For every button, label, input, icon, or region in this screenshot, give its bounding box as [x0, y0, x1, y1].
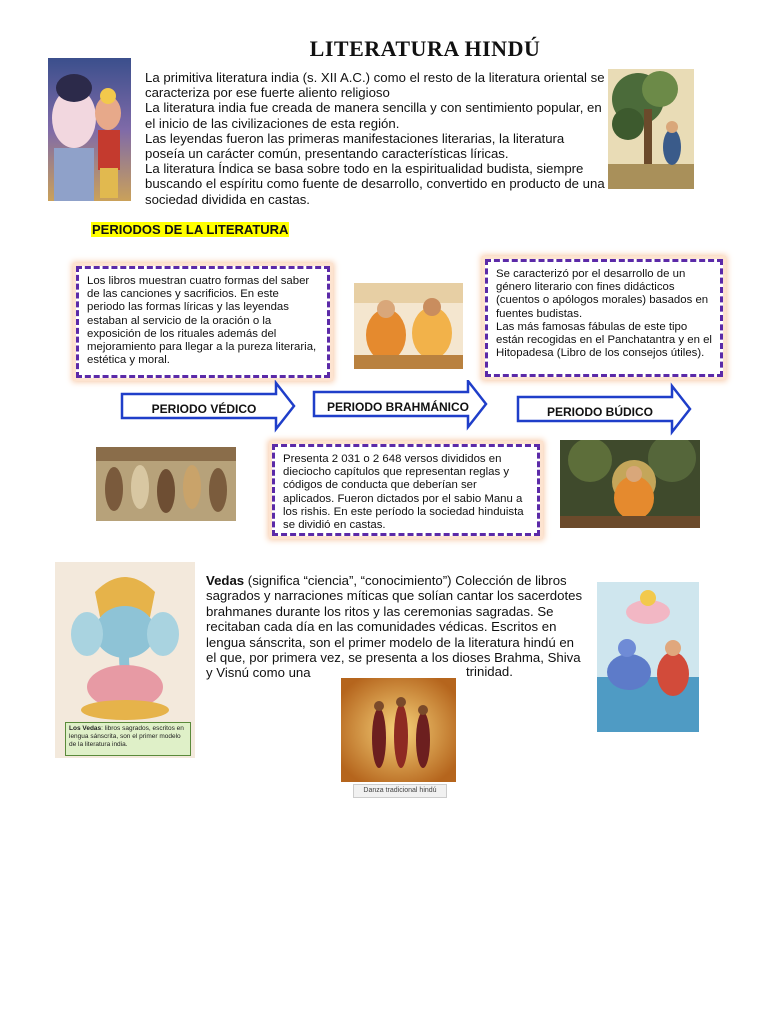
dance-photo [341, 678, 456, 798]
buddhist-period-box [485, 259, 723, 377]
vedas-paragraph [206, 573, 584, 681]
buddhist-period-fables: Las más famosas fábulas de este tipo están recogidas en el Panchatantra y en el Hitopadesa (Libro de los consejos útiles). [496, 320, 712, 360]
periods-timeline [118, 380, 698, 442]
arrow-periodo-brahmanico [314, 381, 486, 427]
shiva-image [48, 58, 131, 201]
vedic-period-description: Los libros muestran cuatro formas del saber de las canciones y sacrificios. En este periodo las formas líricas y las leyendas estaban al servicio de la oración o la exposición de los rituales además del mejoramiento para llegar a la pureza literaria, estética y moral. [87, 275, 317, 367]
buddhist-period-description: Se caracterizó por el desarrollo de un género literario con fines didácticos (cuentos o apólogos morales) basados en fuentes budistas. [496, 268, 709, 320]
arrow-periodo-vedico [122, 383, 294, 429]
intro-paragraph: La literatura Índica se basa sobre todo en la espiritualidad budista, siempre buscando el espíritu como fuente de desarrollo, convertido en producto de una sociedad dividida en castas. [145, 161, 605, 207]
intro-paragraph: La primitiva literatura india (s. XII A.C.) como el resto de la literatura oriental se caracteriza por ese fuerte aliento religioso [145, 70, 605, 101]
intro-paragraph: Las leyendas fueron las primeras manifestaciones literarias, la literatura poseía un carácter común, presentando características líricas. [145, 130, 565, 162]
arrow-periodo-budico [518, 386, 690, 432]
ganesha-caption [65, 722, 191, 756]
ganesha-image [55, 562, 195, 758]
sages-painting-image [354, 283, 463, 369]
vedas-trailing-word: trinidad. [466, 664, 513, 679]
arrow-label-vedico: PERIODO VÉDICO [151, 402, 257, 416]
periods-heading: PERIODOS DE LA LITERATURA [92, 222, 289, 237]
intro-text [145, 70, 605, 207]
tree-painting-image [608, 69, 694, 189]
ganesha-caption-bold: Los Vedas [69, 725, 102, 732]
arrow-label-brahmanico: PERIODO BRAHMÁNICO [326, 400, 470, 414]
page-title: LITERATURA HINDÚ [309, 36, 541, 61]
trimurti-image [597, 582, 699, 732]
vedic-period-box [76, 266, 330, 378]
arrow-label-budico: PERIODO BÚDICO [546, 405, 654, 419]
intro-paragraph: La literatura india fue creada de manera sencilla y con sentimiento popular, en el inicio de las civilizaciones de esta región. [145, 100, 602, 131]
dance-photo-caption: Danza tradicional hindú [353, 784, 447, 798]
brahmanic-period-box [272, 444, 540, 536]
vedas-description: (significa “ciencia”, “conocimiento”) Colección de libros sagrados y narraciones míticas que solían cantar los sacerdotes brahmanes durante los ritos y las ceremonias sagradas. Se recitaban cada día en las comunidades védicas. Escritos en lengua sánscrita, son el primer modelo de la literatura hindú en el que, por primera vez, se presenta a los dioses Brahma, Shiva y Visnú como una [206, 573, 583, 681]
dancers-fresco-image [96, 447, 236, 521]
ganesha-caption-text: : libros sagrados, escritos en lengua sánscrita, son el primer modelo de la literatura india. [69, 725, 184, 748]
buddha-image [560, 440, 700, 528]
brahmanic-period-description: Presenta 2 031 o 2 648 versos divididos en dieciocho capítulos que representan reglas y códigos de conducta que deberían ser aplicados. Fueron dictados por el sabio Manu a los rishis. En este período la sociedad hinduista se dividió en castas. [283, 453, 524, 532]
vedas-term: Vedas [206, 573, 245, 588]
